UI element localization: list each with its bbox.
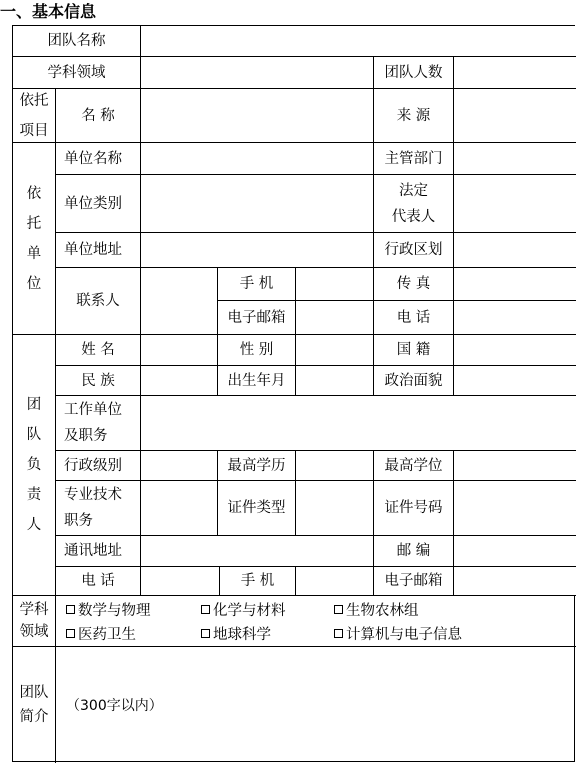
option-bio-agri[interactable]: 生物农林组 — [334, 598, 419, 620]
unit-type-input[interactable] — [141, 175, 374, 233]
id-type-label: 证件类型 — [218, 481, 296, 536]
admin-level-label: 行政级别 — [56, 451, 141, 481]
leader-phone-label: 电 话 — [56, 567, 141, 596]
mail-address-input[interactable] — [141, 536, 374, 567]
political-input[interactable] — [454, 366, 576, 396]
leader-email-input[interactable] — [454, 567, 576, 596]
leader-name-label: 姓 名 — [56, 335, 141, 366]
checkbox-icon[interactable] — [201, 629, 210, 638]
contact-mobile-input[interactable] — [296, 268, 374, 301]
birth-input[interactable] — [296, 366, 374, 396]
section-title: 一、基本信息 — [0, 2, 97, 21]
unit-name-label: 单位名称 — [56, 143, 141, 175]
contact-email-label: 电子邮箱 — [218, 301, 296, 335]
political-label: 政治面貌 — [374, 366, 454, 396]
admin-level-input[interactable] — [141, 451, 218, 481]
leader-mobile-label: 手 机 — [220, 567, 296, 596]
option-medicine[interactable]: 医药卫生 — [66, 622, 136, 644]
id-type-input[interactable] — [296, 481, 374, 536]
team-name-label: 团队名称 — [13, 26, 141, 57]
unit-type-label: 单位类别 — [56, 175, 141, 233]
contact-mobile-label: 手 机 — [218, 268, 296, 301]
option-math-physics[interactable]: 数学与物理 — [66, 598, 151, 620]
checkbox-icon[interactable] — [66, 629, 75, 638]
option-earth-science[interactable]: 地球科学 — [201, 622, 271, 644]
gender-label: 性 别 — [218, 335, 296, 366]
tech-title-label: 专业技术 职务 — [56, 481, 141, 536]
team-name-field[interactable] — [141, 26, 576, 57]
discipline-field-input[interactable] — [141, 57, 374, 89]
contact-phone-label: 电 话 — [374, 301, 454, 335]
team-size-label: 团队人数 — [374, 57, 454, 89]
education-label: 最高学历 — [218, 451, 296, 481]
team-intro-field[interactable] — [56, 647, 576, 763]
checkbox-icon[interactable] — [334, 629, 343, 638]
unit-address-label: 单位地址 — [56, 233, 141, 268]
team-size-input[interactable] — [454, 57, 576, 89]
project-source-input[interactable] — [454, 89, 576, 143]
option-computer-electronics[interactable]: 计算机与电子信息 — [334, 622, 462, 644]
degree-input[interactable] — [454, 451, 576, 481]
leader-mobile-input[interactable] — [296, 567, 374, 596]
fax-input[interactable] — [454, 268, 576, 301]
basic-info-form — [12, 25, 575, 762]
leader-email-label: 电子邮箱 — [374, 567, 454, 596]
fax-label: 传 真 — [374, 268, 454, 301]
checkbox-icon[interactable] — [334, 605, 343, 614]
option-chem-materials[interactable]: 化学与材料 — [201, 598, 286, 620]
birth-label: 出生年月 — [218, 366, 296, 396]
checkbox-icon[interactable] — [201, 605, 210, 614]
legal-rep-label: 法定 代表人 — [374, 175, 454, 233]
unit-name-input[interactable] — [141, 143, 374, 175]
intro-group-label: 团队 简介 — [13, 647, 56, 763]
discipline-group-label: 学科 领域 — [13, 596, 56, 647]
leader-phone-input[interactable] — [141, 567, 220, 596]
admin-region-input[interactable] — [454, 233, 576, 268]
contact-phone-input[interactable] — [454, 301, 576, 335]
education-input[interactable] — [296, 451, 374, 481]
work-unit-label: 工作单位 及职务 — [56, 396, 141, 451]
unit-group-label: 依 托 单 位 — [13, 143, 56, 335]
discipline-field-label: 学科领域 — [13, 57, 141, 89]
mail-address-label: 通讯地址 — [56, 536, 141, 567]
contact-person-label: 联系人 — [56, 268, 141, 335]
checkbox-icon[interactable] — [66, 605, 75, 614]
postcode-label: 邮 编 — [374, 536, 454, 567]
supervisor-input[interactable] — [454, 143, 576, 175]
ethnicity-label: 民 族 — [56, 366, 141, 396]
contact-person-input[interactable] — [141, 268, 218, 335]
project-name-label: 名 称 — [56, 89, 141, 143]
contact-email-input[interactable] — [296, 301, 374, 335]
intro-hint: （300字以内） — [66, 698, 163, 714]
project-name-input[interactable] — [141, 89, 374, 143]
degree-label: 最高学位 — [374, 451, 454, 481]
tech-title-input[interactable] — [141, 481, 218, 536]
project-source-label: 来 源 — [374, 89, 454, 143]
nationality-label: 国 籍 — [374, 335, 454, 366]
id-number-input[interactable] — [454, 481, 576, 536]
gender-input[interactable] — [296, 335, 374, 366]
nationality-input[interactable] — [454, 335, 576, 366]
discipline-options — [56, 596, 576, 647]
leader-group-label: 团 队 负 责 人 — [13, 335, 56, 596]
postcode-input[interactable] — [454, 536, 576, 567]
unit-address-input[interactable] — [141, 233, 374, 268]
supervisor-label: 主管部门 — [374, 143, 454, 175]
admin-region-label: 行政区划 — [374, 233, 454, 268]
project-group-label: 依托 项目 — [13, 89, 56, 143]
legal-rep-input[interactable] — [454, 175, 576, 233]
work-unit-input[interactable] — [141, 396, 576, 451]
ethnicity-input[interactable] — [141, 366, 218, 396]
leader-name-input[interactable] — [141, 335, 218, 366]
id-number-label: 证件号码 — [374, 481, 454, 536]
